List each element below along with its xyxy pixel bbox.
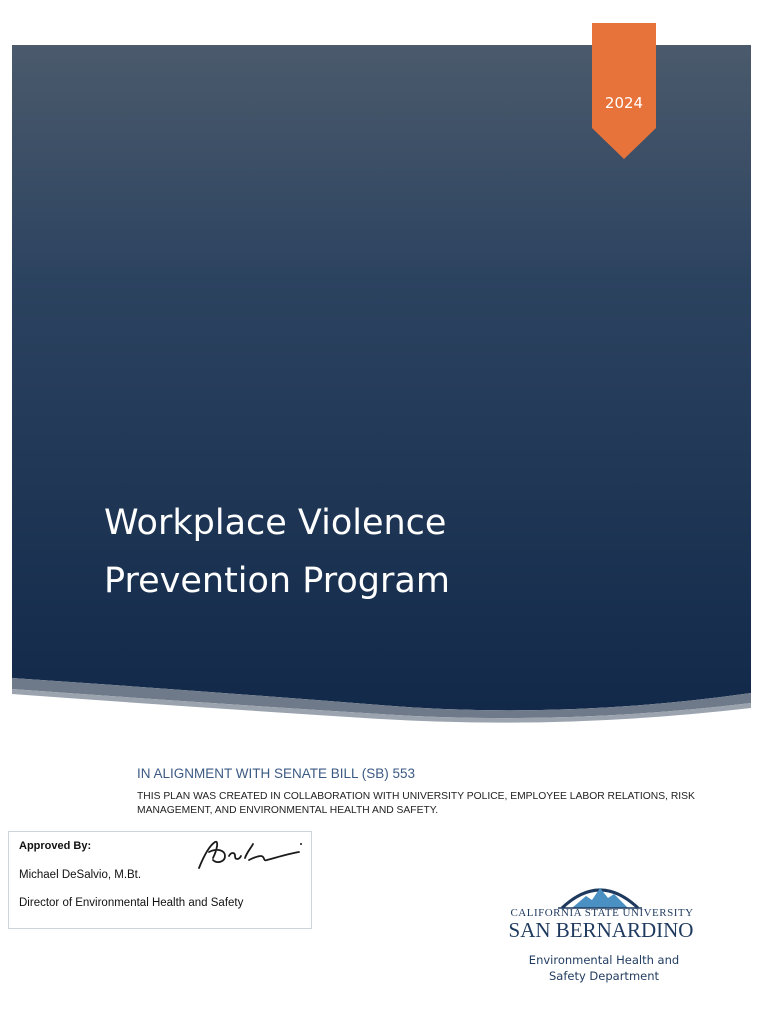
page-title bbox=[104, 494, 450, 610]
logo-department-line-2: Safety Department bbox=[548, 969, 660, 983]
year-label: 2024 bbox=[604, 94, 644, 112]
year-banner bbox=[592, 23, 656, 159]
title-line-2: Prevention Program bbox=[104, 561, 450, 601]
approved-by-label: Approved By: bbox=[19, 840, 92, 852]
signature-image bbox=[195, 838, 307, 872]
logo-department bbox=[500, 952, 708, 984]
alignment-heading: IN ALIGNMENT WITH SENATE BILL (SB) 553 bbox=[137, 766, 416, 781]
approval-box bbox=[8, 831, 312, 929]
approver-title: Director of Environmental Health and Safety bbox=[19, 897, 244, 909]
logo-department-line-1: Environmental Health and bbox=[528, 953, 680, 967]
approver-name: Michael DeSalvio, M.Bt. bbox=[19, 869, 142, 881]
title-line-1: Workplace Violence bbox=[104, 503, 447, 543]
csusb-logo bbox=[500, 878, 700, 988]
logo-university-line: CALIFORNIA STATE UNIVERSITY bbox=[510, 907, 694, 919]
logo-campus-line: SAN BERNARDINO bbox=[508, 918, 694, 942]
collaboration-statement: THIS PLAN WAS CREATED IN COLLABORATION WITH UNIVERSITY POLICE, EMPLOYEE LABOR RELATIONS, RISK MANAGEMENT, AND ENVIRONMENTAL HEALTH AND SAFETY. bbox=[137, 791, 695, 816]
